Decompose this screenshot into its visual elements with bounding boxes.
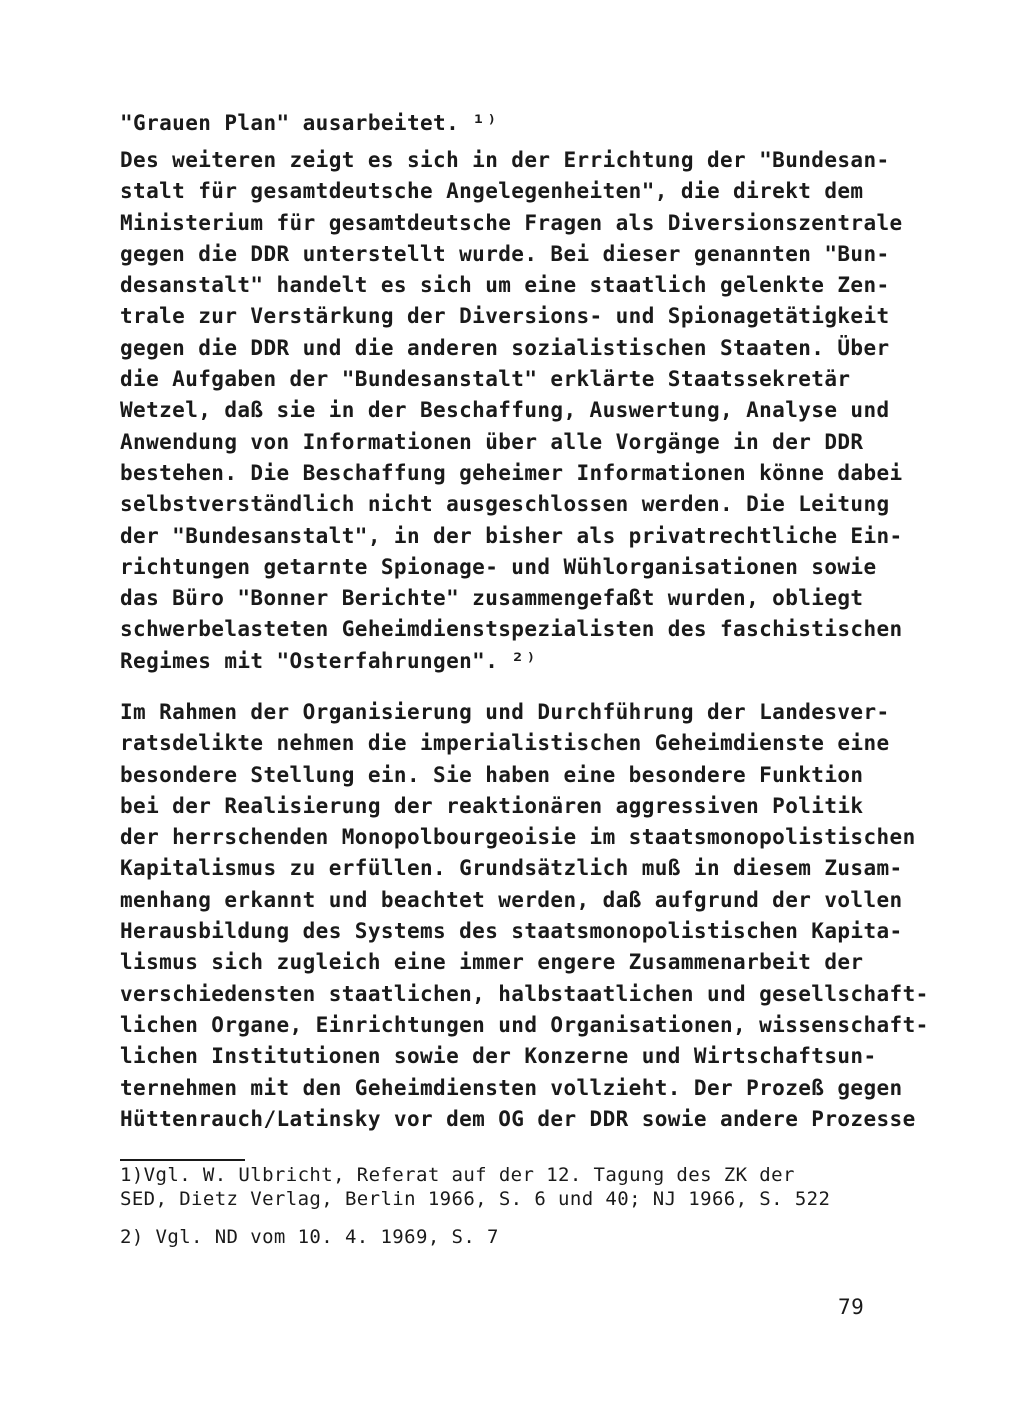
- footnote-divider: [120, 1159, 245, 1161]
- text-line: der herrschenden Monopolbourgeoisie im staatsmonopolistischen: [120, 825, 916, 850]
- text-line: selbstverständlich nicht ausgeschlossen werden. Die Leitung: [120, 492, 890, 517]
- text-line: Herausbildung des Systems des staatsmonopolistischen Kapita-: [120, 919, 903, 944]
- text-line: lichen Organe, Einrichtungen und Organisationen, wissenschaft-: [120, 1012, 929, 1037]
- text-line: bei der Realisierung der reaktionären aggressiven Politik: [120, 793, 864, 818]
- footnote-spacer: [120, 1211, 900, 1225]
- paragraph-2: [120, 697, 929, 1135]
- text-line: lismus sich zugleich eine immer engere Zusammenarbeit der: [120, 950, 864, 975]
- text-line: menhang erkannt und beachtet werden, daß aufgrund der vollen: [120, 887, 903, 912]
- text-line: stalt für gesamtdeutsche Angelegenheiten", die direkt dem: [120, 179, 864, 204]
- footnotes: [120, 1163, 900, 1249]
- footnote-1-line-1: 1)Vgl. W. Ulbricht, Referat auf der 12. Tagung des ZK der: [120, 1164, 795, 1186]
- text-line: richtungen getarnte Spionage- und Wühlorganisationen sowie: [120, 554, 877, 579]
- text-line: desanstalt" handelt es sich um eine staatlich gelenkte Zen-: [120, 273, 890, 298]
- text-line: gegen die DDR unterstellt wurde. Bei dieser genannten "Bun-: [120, 241, 890, 266]
- text-line: ternehmen mit den Geheimdiensten vollzieht. Der Prozeß gegen: [120, 1075, 903, 1100]
- text-line: "Grauen Plan" ausarbeitet. ¹⁾: [120, 111, 499, 135]
- text-line: gegen die DDR und die anderen sozialistischen Staaten. Über: [120, 335, 890, 360]
- paragraph-1: [120, 145, 903, 677]
- text-line: verschiedensten staatlichen, halbstaatlichen und gesellschaft-: [120, 981, 929, 1006]
- text-line: Im Rahmen der Organisierung und Durchführung der Landesver-: [120, 700, 890, 724]
- text-line: ratsdelikte nehmen die imperialistischen Geheimdienste eine: [120, 731, 890, 756]
- intro-text: [120, 106, 900, 140]
- text-line: bestehen. Die Beschaffung geheimer Informationen könne dabei: [120, 460, 903, 485]
- text-line: Ministerium für gesamtdeutsche Fragen als Diversionszentrale: [120, 210, 903, 235]
- text-line: die Aufgaben der "Bundesanstalt" erklärte Staatssekretär: [120, 367, 851, 392]
- footnote-1-line-2: SED, Dietz Verlag, Berlin 1966, S. 6 und 40; NJ 1966, S. 522: [120, 1188, 831, 1210]
- text-line: Kapitalismus zu erfüllen. Grundsätzlich muß in diesem Zusam-: [120, 856, 903, 881]
- text-line: besondere Stellung ein. Sie haben eine besondere Funktion: [120, 762, 864, 787]
- text-line: Hüttenrauch/Latinsky vor dem OG der DDR sowie andere Prozesse: [120, 1106, 916, 1131]
- page-number: 79: [838, 1295, 865, 1319]
- text-line: das Büro "Bonner Berichte" zusammengefaßt wurden, obliegt: [120, 586, 864, 611]
- text-line: trale zur Verstärkung der Diversions- und Spionagetätigkeit: [120, 304, 890, 329]
- text-line: der "Bundesanstalt", in der bisher als privatrechtliche Ein-: [120, 523, 903, 548]
- text-line: Regimes mit "Osterfahrungen". ²⁾: [120, 648, 538, 673]
- text-line: Anwendung von Informationen über alle Vorgänge in der DDR: [120, 429, 864, 454]
- text-line: lichen Institutionen sowie der Konzerne und Wirtschaftsun-: [120, 1044, 877, 1069]
- text-line: schwerbelasteten Geheimdienstspezialisten des faschistischen: [120, 617, 903, 642]
- text-line: Wetzel, daß sie in der Beschaffung, Auswertung, Analyse und: [120, 398, 890, 423]
- text-line: Des weiteren zeigt es sich in der Errichtung der "Bundesan-: [120, 148, 890, 172]
- footnote-2: 2) Vgl. ND vom 10. 4. 1969, S. 7: [120, 1226, 499, 1248]
